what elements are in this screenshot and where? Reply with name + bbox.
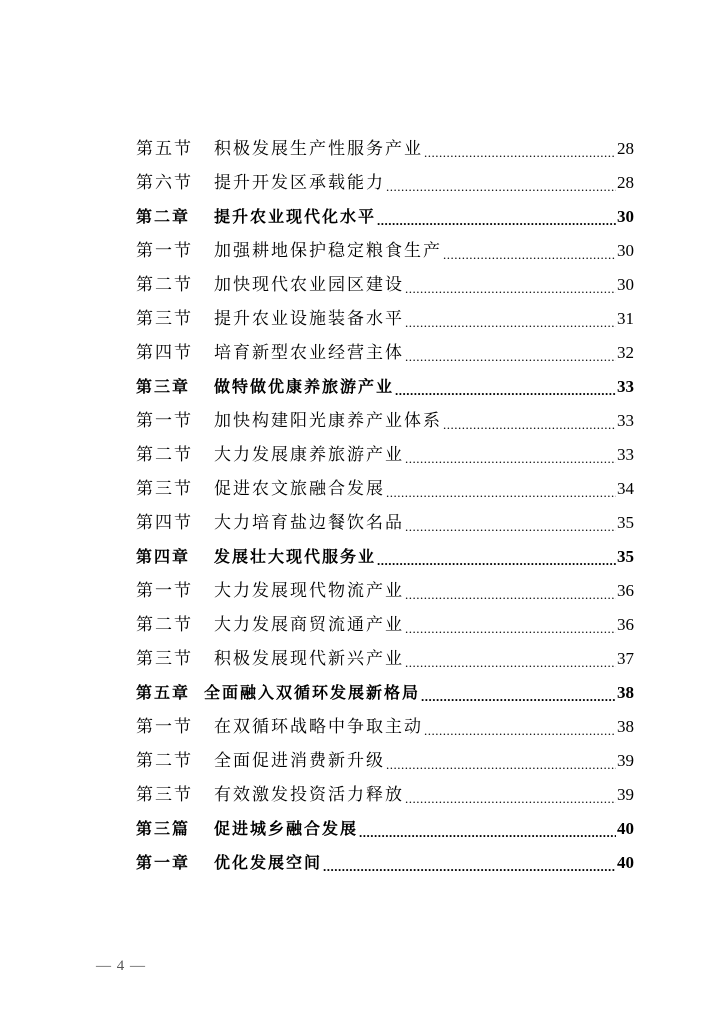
toc-entry[interactable] <box>136 506 634 540</box>
toc-dot-leader <box>405 446 616 472</box>
toc-entry-page: 31 <box>617 309 634 328</box>
toc-dot-leader <box>405 616 616 642</box>
toc-dot-leader <box>443 412 616 438</box>
toc-entry-number: 第五节 <box>136 139 193 159</box>
toc-entry-title: 提升开发区承载能力 <box>214 173 385 193</box>
toc-dot-leader <box>424 718 616 744</box>
toc-entry-title: 提升农业设施装备水平 <box>214 309 404 329</box>
toc-entry[interactable] <box>136 710 634 744</box>
toc-entry-title: 加快现代农业园区建设 <box>214 275 404 295</box>
toc-dot-leader <box>421 684 616 710</box>
toc-entry-page: 35 <box>617 513 634 532</box>
toc-entry-number: 第六节 <box>136 173 193 193</box>
toc-dot-leader <box>386 480 616 506</box>
toc-dot-leader <box>405 310 616 336</box>
toc-dot-leader <box>405 582 616 608</box>
toc-entry[interactable] <box>136 642 634 676</box>
toc-dot-leader <box>377 208 616 234</box>
toc-entry[interactable] <box>136 472 634 506</box>
toc-entry-title: 提升农业现代化水平 <box>214 207 377 226</box>
toc-entry[interactable] <box>136 778 634 812</box>
toc-entry-title: 加强耕地保护稳定粮食生产 <box>214 241 442 261</box>
toc-entry[interactable] <box>136 336 634 370</box>
toc-entry-title: 大力培育盐边餐饮名品 <box>214 513 404 533</box>
toc-dot-leader <box>424 140 616 166</box>
toc-entry-title: 促进城乡融合发展 <box>214 819 359 838</box>
toc-entry-number: 第二章 <box>136 207 191 226</box>
toc-entry-page: 28 <box>617 173 634 192</box>
toc-entry-number: 第一节 <box>136 581 193 601</box>
toc-entry-title: 有效激发投资活力释放 <box>214 785 404 805</box>
toc-entry[interactable] <box>136 268 634 302</box>
toc-entry-page: 32 <box>617 343 634 362</box>
toc-entry-number: 第三节 <box>136 479 193 499</box>
toc-entry-number: 第五章 <box>136 683 191 702</box>
toc-entry-number: 第二节 <box>136 615 193 635</box>
toc-dot-leader <box>405 276 616 302</box>
toc-dot-leader <box>405 344 616 370</box>
toc-entry-title: 培育新型农业经营主体 <box>214 343 404 363</box>
toc-entry-page: 30 <box>617 207 634 226</box>
toc-entry-page: 33 <box>617 377 634 396</box>
toc-entry-number: 第一节 <box>136 411 193 431</box>
toc-dot-leader <box>443 242 616 268</box>
toc-entry-page: 35 <box>617 547 634 566</box>
toc-entry-page: 28 <box>617 139 634 158</box>
toc-entry-page: 39 <box>617 785 634 804</box>
toc-entry-number: 第一节 <box>136 717 193 737</box>
toc-entry-number: 第四章 <box>136 547 191 566</box>
toc-entry-page: 30 <box>617 275 634 294</box>
toc-entry-title: 加快构建阳光康养产业体系 <box>214 411 442 431</box>
toc-entry-number: 第二节 <box>136 445 193 465</box>
toc-entry-title: 发展壮大现代服务业 <box>214 547 377 566</box>
toc-entry-title: 优化发展空间 <box>214 853 323 872</box>
toc-entry-number: 第一节 <box>136 241 193 261</box>
toc-dot-leader <box>395 378 616 404</box>
toc-entry[interactable] <box>136 404 634 438</box>
toc-entry[interactable] <box>136 200 634 234</box>
toc-entry[interactable] <box>136 302 634 336</box>
toc-entry[interactable] <box>136 234 634 268</box>
toc-entry-number: 第三篇 <box>136 819 191 838</box>
toc-entry-title: 积极发展现代新兴产业 <box>214 649 404 669</box>
toc-entry[interactable] <box>136 846 634 880</box>
toc-entry-number: 第三节 <box>136 309 193 329</box>
toc-entry[interactable] <box>136 676 634 710</box>
toc-entry[interactable] <box>136 438 634 472</box>
toc-entry-page: 36 <box>617 581 634 600</box>
toc-entry[interactable] <box>136 744 634 778</box>
page-number-footer: — 4 — <box>96 958 146 974</box>
toc-entry-title: 大力发展康养旅游产业 <box>214 445 404 465</box>
toc-dot-leader <box>405 786 616 812</box>
toc-dot-leader <box>386 752 616 778</box>
toc-entry[interactable] <box>136 812 634 846</box>
toc-entry-page: 40 <box>617 819 634 838</box>
toc-entry-number: 第三节 <box>136 785 193 805</box>
toc-entry[interactable] <box>136 574 634 608</box>
toc-entry-title: 做特做优康养旅游产业 <box>214 377 395 396</box>
toc-entry-number: 第二节 <box>136 275 193 295</box>
toc-entry-page: 33 <box>617 411 634 430</box>
toc-entry-number: 第四节 <box>136 343 193 363</box>
toc-entry-page: 37 <box>617 649 634 668</box>
toc-dot-leader <box>405 514 616 540</box>
toc-entry-page: 40 <box>617 853 634 872</box>
toc-entry-title: 大力发展商贸流通产业 <box>214 615 404 635</box>
toc-dot-leader <box>405 650 616 676</box>
toc-entry-page: 33 <box>617 445 634 464</box>
toc-entry[interactable] <box>136 370 634 404</box>
toc-entry-number: 第三章 <box>136 377 191 396</box>
toc-dot-leader <box>377 548 616 574</box>
toc-entry-title: 全面促进消费新升级 <box>214 751 385 771</box>
toc-entry-title: 在双循环战略中争取主动 <box>214 717 423 737</box>
toc-entry-page: 30 <box>617 241 634 260</box>
toc-entry[interactable] <box>136 608 634 642</box>
toc-entry[interactable] <box>136 166 634 200</box>
toc-entry-number: 第二节 <box>136 751 193 771</box>
toc-entry-title: 促进农文旅融合发展 <box>214 479 385 499</box>
toc-entry-page: 36 <box>617 615 634 634</box>
toc-dot-leader <box>359 820 616 846</box>
toc-dot-leader <box>386 174 616 200</box>
toc-entry-page: 38 <box>617 683 634 702</box>
toc-entry-page: 34 <box>617 479 634 498</box>
table-of-contents <box>136 132 634 880</box>
toc-entry-number: 第三节 <box>136 649 193 669</box>
toc-entry-title: 大力发展现代物流产业 <box>214 581 404 601</box>
toc-entry-number: 第四节 <box>136 513 193 533</box>
toc-dot-leader <box>323 854 616 880</box>
toc-entry-title: 积极发展生产性服务产业 <box>214 139 423 159</box>
toc-entry[interactable] <box>136 132 634 166</box>
toc-entry-page: 39 <box>617 751 634 770</box>
toc-entry-title: 全面融入双循环发展新格局 <box>204 683 421 702</box>
toc-entry-number: 第一章 <box>136 853 191 872</box>
toc-entry[interactable] <box>136 540 634 574</box>
toc-entry-page: 38 <box>617 717 634 736</box>
